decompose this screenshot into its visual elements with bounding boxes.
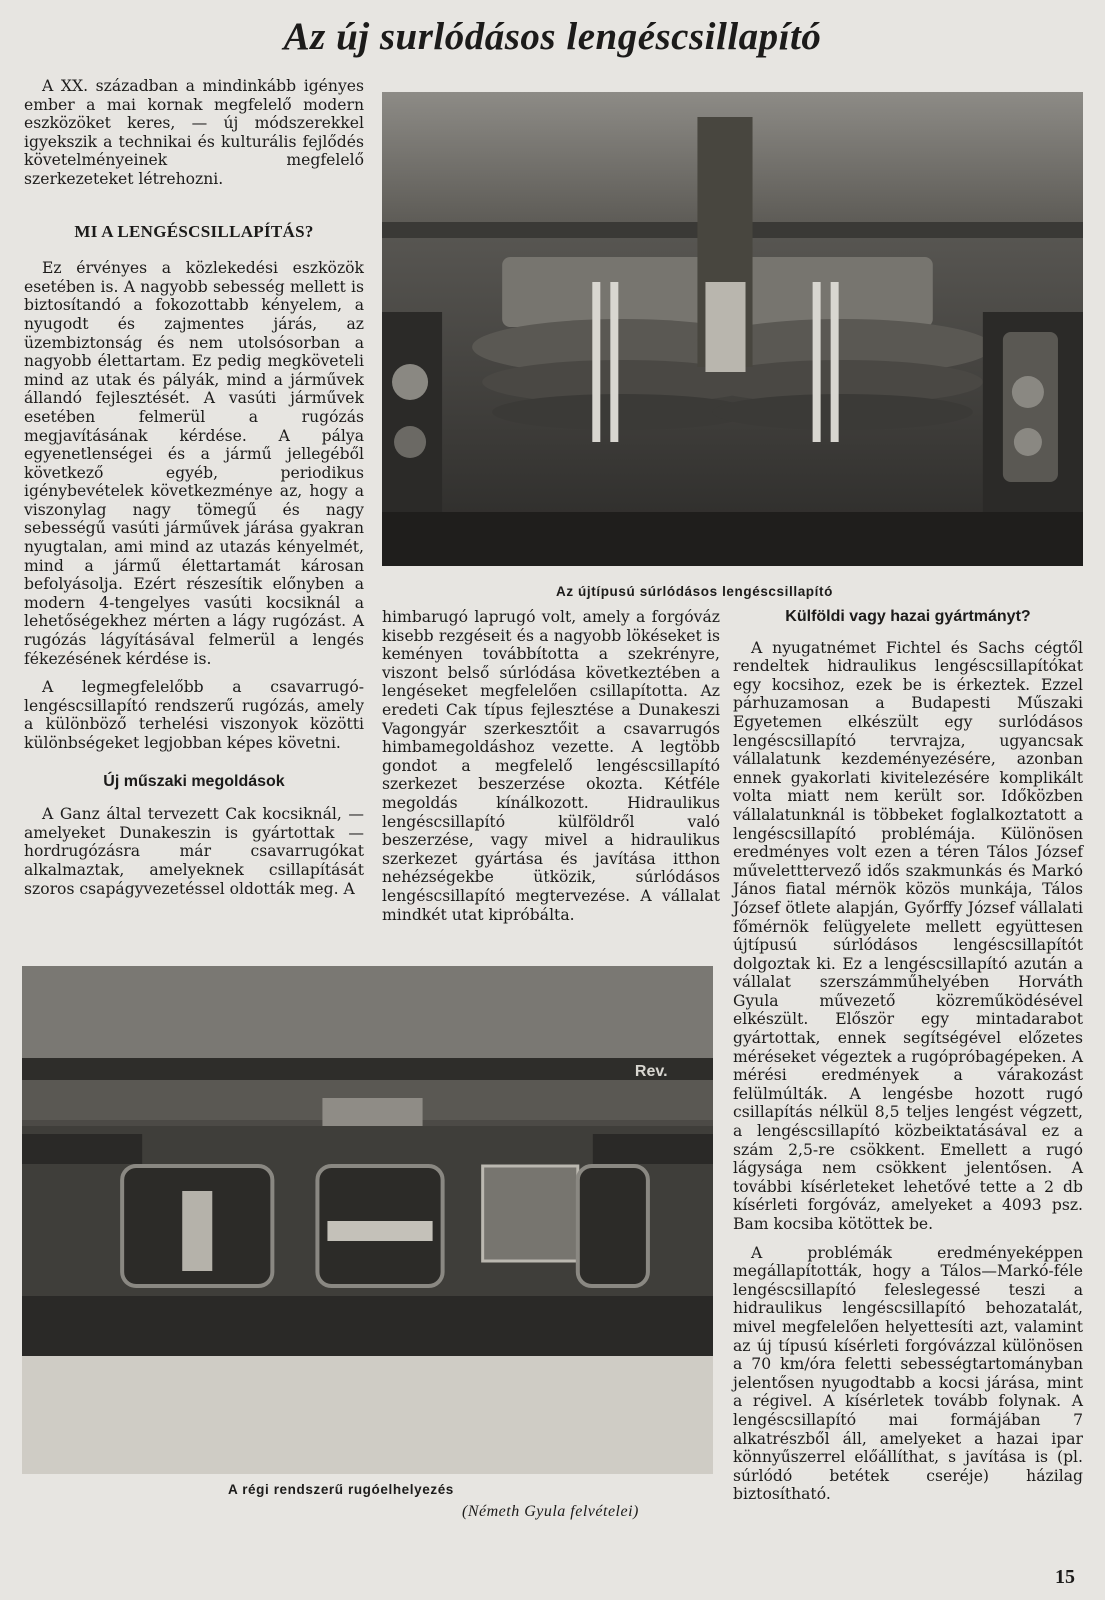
plate-marking: Rev.: [634, 1063, 668, 1080]
photo-top-caption: Az újtípusú súrlódásos lengéscsillapító: [556, 584, 833, 599]
section2-paragraph-1a: A Ganz által tervezett Cak kocsiknál, — amelyeket Dunakeszin is gyártottak — hordrugózásra már csavarrugókat alkalmaztak, amelyeknek csillapítását szoros csapágyvezetéssel oldották meg. A: [24, 805, 364, 898]
old-spring-image: [22, 966, 713, 1474]
section2-paragraph-1b: himbarugó laprugó volt, amely a forgóváz kisebb rezgéseit és a nagyobb lökéseket is keményen továbbította a szekrényre, viszont belső súrlódása következtében a lengéseket megfelelően csillapította. Az eredeti Cak típus fejlesztése a Dunakeszi Vagongyár szerkesztőit a csavarrugós himbamegoldáshoz vezette. A legtöbb gondot a megfelelő lengéscsillapító szerkezet beszerzése okozta. Kétféle megoldás kínálkozott. Hidraulikus lengéscsillapító külföldről való beszerzése, vagy mivel a hidraulikus szerkezet gyártása és javítása itthon nehézségekbe ütközik, súrlódásos lengéscsillapító megtervezése. A vállalat mindkét utat kipróbálta.: [382, 608, 720, 924]
section-heading-kulfoldi: Külföldi vagy hazai gyártmányt?: [785, 608, 1031, 625]
section1-paragraph-2: A legmegfelelőbb a csavarrugó-lengéscsillapító rendszerű rugózás, amely a különböző terhelési viszonyok közötti különbségeket legjobban képes követni.: [24, 678, 364, 752]
section-heading-lengescsillapitas: MI A LENGÉSCSILLAPÍTÁS?: [74, 221, 314, 241]
photo-old-spring: [22, 966, 713, 1474]
photo-bottom-caption: A régi rendszerű rugóelhelyezés: [228, 1482, 454, 1497]
middle-column: [382, 608, 720, 924]
section3-paragraph-2: A problémák eredményeképpen megállapították, hogy a Tálos—Markó-féle lengéscsillapító feleslegessé teszi a hidraulikus lengéscsillapító behozatalát, mivel megfelelően helyettesíti azt, valamint az új típusú kísérleti forgóvázzal különösen a 70 km/óra feletti sebességtartományban jelentősen nyugodtabb a kocsi járása, mint a régivel. A kísérletek tovább folynak. A lengéscsillapító mai formájában 7 alkatrészből áll, amelyeket a hazai ipar könnyűszerrel előállíthat, s javítása is (pl. súrlódó betétek cseréje) házilag biztosítható.: [733, 1243, 1083, 1504]
bogie-damper-image: [382, 92, 1083, 566]
photo-new-damper: [382, 92, 1083, 566]
left-column: [24, 77, 364, 898]
article-title: Az új surlódásos lengéscsillapító: [283, 15, 822, 58]
page-number: 15: [1055, 1566, 1075, 1588]
section-heading-uj-megoldasok: Új műszaki megoldások: [103, 772, 285, 790]
section1-paragraph-1: Ez érvényes a közlekedési eszközök esetében is. A nagyobb sebesség mellett is biztosítandó a fokozottabb kényelem, a nyugodt és zajmentes járás, az üzembiztonság és nem utolsósorban a nagyobb élettartam. Ez pedig megköveteli mind az utak és pályák, mind a járművek állandó fejlesztését. A vasúti járművek esetében felmerül a rugózás megjavításának kérdése. A pálya egyenetlenségei és a jármű jellegéből következő egyéb, periodikus igénybevételek következménye az, hogy a viszonylag nagy tömegű és nagy sebességű vasúti járművek járása gyakran nyugtalan, ami mind az utazás kényelmét, mind a jármű élettartamát károsan befolyásolja. Ezért részesítik előnyben a modern 4-tengelyes vasúti kocsiknál a lehetőségekhez mérten a lágy rugózást. A rugózás lágyításával felmerül a lengés fékezésének kérdése is.: [24, 259, 364, 668]
photo-credit: (Németh Gyula felvételei): [462, 1503, 639, 1520]
section3-paragraph-1: A nyugatnémet Fichtel és Sachs cégtől rendeltek hidraulikus lengéscsillapítókat egy kocsihoz, ezek be is érkeztek. Ezzel párhuzamosan a Budapesti Műszaki Egyetemen elkészült egy surlódásos lengéscsillapító tervrajza, ugyancsak vállalatunk kezdeményezésére, azonban ennek gyakorlati kivitelezésére komplikált volta miatt nem került sor. Időközben vállalatunknál is többeket foglalkoztatott a lengéscsillapító problémája. Különösen eredményes volt ezen a téren Tálos József műveletttervező idős szakmunkás és Markó János fiatal mérnök közös munkája, Tálos József ötlete alapján, Győrffy József vállalati főmérnök felügyelete mellett együttesen újtípusú súrlódásos lengéscsillapítót dolgoztak ki. Ez a lengéscsillapító azután a vállalat szerszámműhelyében Horváth Gyula művezető közreműködésével elkészült. Először egy mintadarabot gyártottak, ennek segítségével előzetes méréseket végeztek a rugópróbagépeken. A mérési eredmények a várakozást felülmúlták. A lengésbe hozott rugó csillapítás nélkül 8,5 teljes lengést végzett, a lengéscsillapító közbeiktatásával ez a szám 2,5-re csökkent. Emellett a rugó lágysága nem csökkent jelentősen. A további kísérleteket lehetővé tette a 2 db kísérleti forgóváz, amelyeket a 4093 psz. Bam kocsiba kötöttek be.: [733, 638, 1083, 1233]
right-column: [733, 608, 1083, 1504]
intro-paragraph: A XX. században a mindinkább igényes ember a mai kornak megfelelő modern eszközöket keres, — új módszerekkel igyekszik a technikai és kulturális fejlődés követelményeinek megfelelő szerkezeteket létrehozni.: [24, 77, 364, 188]
